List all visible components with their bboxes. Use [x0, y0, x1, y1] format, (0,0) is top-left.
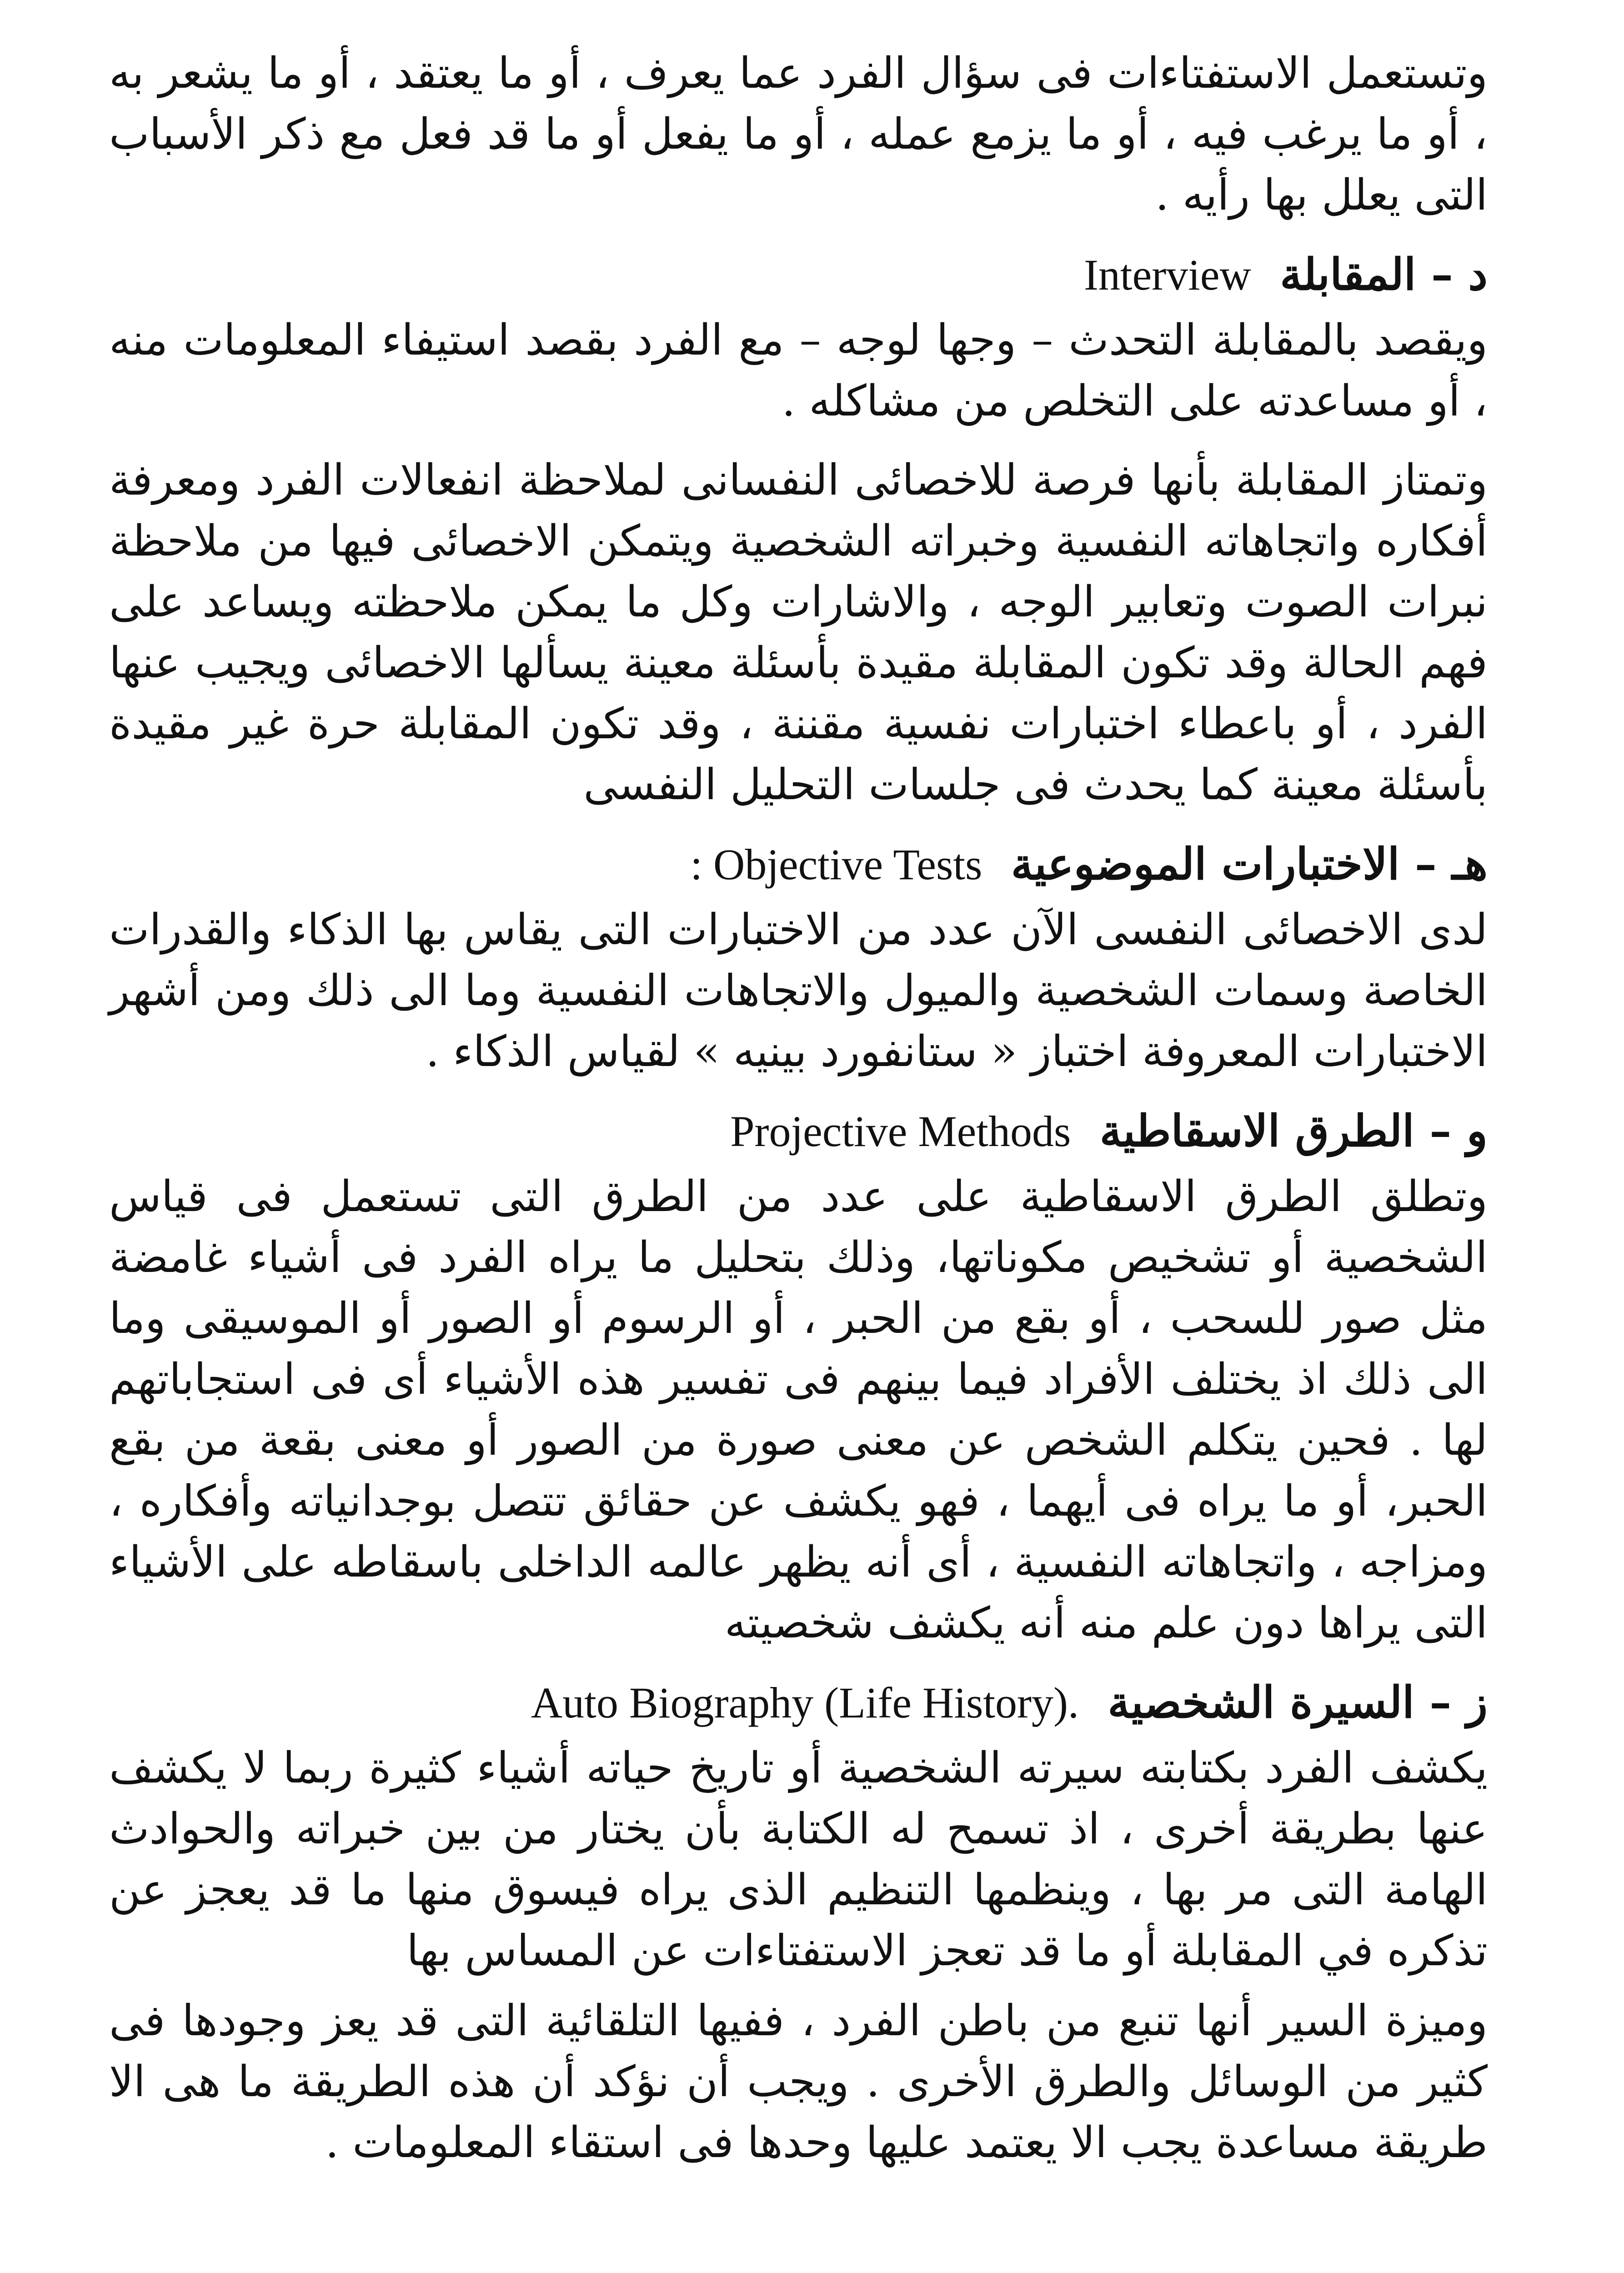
page-body	[109, 43, 1488, 2192]
heading-latin: Projective Methods	[730, 1107, 1071, 1156]
projective-methods-paragraph: وتطلق الطرق الاسقاطية على عدد من الطرق التى تستعمل فى قياس الشخصية أو تشخيص مكوناتها، وذلك بتحليل ما يراه الفرد فى أشياء غامضة مثل صور للسحب ، أو بقع من الحبر ، أو الرسوم أو الصور أو الموسيقى وما الى ذلك اذ يختلف الأفراد فيما بينهم فى تفسير هذه الأشياء أى فى استجاباتهم لها . فحين يتكلم الشخص عن معنى صورة من الصور أو معنى بقعة من بقع الحبر، أو ما يراه فى أيهما ، فهو يكشف عن حقائق تتصل بوجدانياته وأفكاره ، ومزاجه ، واتجاهاته النفسية ، أى أنه يظهر عالمه الداخلى باسقاطه على الأشياء التى يراها دون علم منه أنه يكشف شخصيته	[109, 1172, 1488, 1648]
heading-latin: Interview	[1083, 250, 1251, 299]
heading-label: و – الطرق الاسقاطية	[1099, 1105, 1488, 1157]
section-heading-interview	[109, 244, 1488, 305]
autobiography-paragraph-2: وميزة السير أنها تنبع من باطن الفرد ، ففيها التلقائية التى قد يعز وجودها فى كثير من الوسائل والطرق الأخرى . ويجب أن نؤكد أن هذه الطريقة ما هى الا طريقة مساعدة يجب الا يعتمد عليها وحدها فى استقاء المعلومات .	[109, 1996, 1488, 2168]
section-heading-objective-tests	[109, 834, 1488, 895]
section-heading-projective-methods	[109, 1101, 1488, 1162]
autobiography-paragraph-1: يكشف الفرد بكتابته سيرته الشخصية أو تاريخ حياته أشياء كثيرة ربما لا يكشف عنها بطريقة أخرى ، اذ تسمح له الكتابة بأن يختار من بين خبراته والحوادث الهامة التى مر بها ، وينظمها التنظيم الذى يراه فيسوق منها ما قد يعجز عن تذكره في المقابلة أو ما قد تعجز الاستفتاءات عن المساس بها	[109, 1743, 1488, 1976]
intro-paragraph: وتستعمل الاستفتاءات فى سؤال الفرد عما يعرف ، أو ما يعتقد ، أو ما يشعر به ، أو ما يرغب فيه ، أو ما يزمع عمله ، أو ما يفعل أو ما قد فعل مع ذكر الأسباب التى يعلل بها رأيه .	[109, 49, 1488, 220]
heading-label: هـ – الاختبارات الموضوعية	[1011, 838, 1488, 890]
heading-latin: : Objective Tests	[690, 840, 982, 889]
objective-tests-paragraph: لدى الاخصائى النفسى الآن عدد من الاختبارات التى يقاس بها الذكاء والقدرات الخاصة وسمات الشخصية والميول والاتجاهات النفسية وما الى ذلك ومن أشهر الاختبارات المعروفة اختباز « ستانفورد بينيه » لقياس الذكاء .	[109, 905, 1488, 1076]
interview-paragraph-2: وتمتاز المقابلة بأنها فرصة للاخصائى النفسانى لملاحظة انفعالات الفرد ومعرفة أفكاره واتجاهاته النفسية وخبراته الشخصية ويتمكن الاخصائى فيها من ملاحظة نبرات الصوت وتعابير الوجه ، والاشارات وكل ما يمكن ملاحظته ويساعد على فهم الحالة وقد تكون المقابلة مقيدة بأسئلة معينة يسألها الاخصائى ويجيب عنها الفرد ، أو باعطاء اختبارات نفسية مقننة ، وقد تكون المقابلة حرة غير مقيدة بأسئلة معينة كما يحدث فى جلسات التحليل النفسى	[109, 456, 1488, 810]
section-heading-autobiography	[109, 1672, 1488, 1733]
heading-latin: Auto Biography (Life History).	[531, 1678, 1079, 1727]
interview-paragraph-1: ويقصد بالمقابلة التحدث – وجها لوجه – مع الفرد بقصد استيفاء المعلومات منه ، أو مساعدته على التخلص من مشاكله .	[109, 315, 1488, 426]
heading-label: د – المقابلة	[1280, 249, 1488, 300]
heading-label: ز – السيرة الشخصية	[1108, 1677, 1488, 1728]
